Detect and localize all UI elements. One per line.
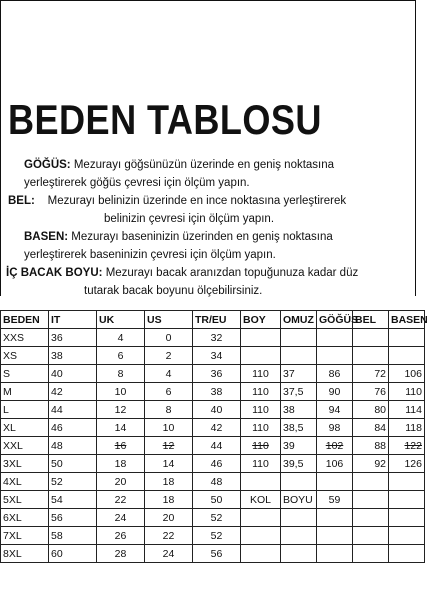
- table-cell: 22: [145, 527, 193, 545]
- instruction-label: GÖĞÜS:: [24, 159, 71, 171]
- table-cell: 126: [389, 455, 425, 473]
- table-cell: 110: [241, 455, 281, 473]
- table-cell: [317, 527, 353, 545]
- table-cell: 94: [317, 401, 353, 419]
- table-cell: 4: [97, 329, 145, 347]
- table-cell: [317, 473, 353, 491]
- table-cell: 24: [145, 545, 193, 563]
- table-cell: 12: [97, 401, 145, 419]
- table-cell: 10: [145, 419, 193, 437]
- table-cell: 106: [317, 455, 353, 473]
- instruction-text: Mezurayı baseninizin üzerinden en geniş noktasına: [71, 231, 333, 243]
- table-cell: [389, 473, 425, 491]
- table-cell: 52: [49, 473, 97, 491]
- table-cell: 98: [317, 419, 353, 437]
- instruction-ic-bacak: [0, 264, 420, 300]
- instruction-gogus: [0, 156, 420, 192]
- table-cell: 110: [241, 401, 281, 419]
- table-cell: 58: [49, 527, 97, 545]
- table-cell: 6: [145, 383, 193, 401]
- table-cell: [389, 491, 425, 509]
- col-header-gogus: GÖĞÜS: [317, 311, 353, 329]
- table-cell: 114: [389, 401, 425, 419]
- table-cell: 3XL: [1, 455, 49, 473]
- table-cell: 16: [97, 437, 145, 455]
- table-cell: KOL: [241, 491, 281, 509]
- table-cell: 20: [145, 509, 193, 527]
- table-cell: 26: [97, 527, 145, 545]
- size-table: [0, 310, 428, 563]
- table-cell: [281, 509, 317, 527]
- table-cell: 46: [49, 419, 97, 437]
- table-row: [1, 437, 425, 455]
- table-cell: 88: [353, 437, 389, 455]
- table-cell: [389, 545, 425, 563]
- table-cell: [317, 347, 353, 365]
- col-header-basen: BASEN: [389, 311, 425, 329]
- table-cell: [241, 329, 281, 347]
- table-cell: 54: [49, 491, 97, 509]
- table-cell: 38: [193, 383, 241, 401]
- table-cell: 92: [353, 455, 389, 473]
- table-cell: 36: [49, 329, 97, 347]
- table-cell: [241, 473, 281, 491]
- table-cell: 4: [145, 365, 193, 383]
- table-cell: 4XL: [1, 473, 49, 491]
- table-row: [1, 419, 425, 437]
- table-cell: 34: [193, 347, 241, 365]
- table-cell: 14: [145, 455, 193, 473]
- table-cell: 6XL: [1, 509, 49, 527]
- table-cell: 90: [317, 383, 353, 401]
- table-cell: [317, 545, 353, 563]
- table-cell: [353, 491, 389, 509]
- table-cell: [353, 545, 389, 563]
- table-cell: 8: [145, 401, 193, 419]
- instruction-text: yerleştirerek baseninizin çevresi için ölçüm yapın.: [24, 249, 276, 261]
- instruction-label: BEL:: [8, 195, 35, 207]
- table-cell: 110: [241, 365, 281, 383]
- table-cell: L: [1, 401, 49, 419]
- table-cell: [389, 527, 425, 545]
- instruction-text: Mezurayı belinizin üzerinde en ince noktasına yerleştirerek: [47, 195, 347, 207]
- table-cell: 110: [241, 437, 281, 455]
- table-cell: XXS: [1, 329, 49, 347]
- table-cell: 48: [49, 437, 97, 455]
- table-cell: 14: [97, 419, 145, 437]
- col-header-it: IT: [49, 311, 97, 329]
- table-cell: 44: [49, 401, 97, 419]
- table-cell: [353, 347, 389, 365]
- table-cell: 122: [389, 437, 425, 455]
- col-header-omuz: OMUZ: [281, 311, 317, 329]
- table-cell: 50: [49, 455, 97, 473]
- table-cell: 80: [353, 401, 389, 419]
- table-cell: 5XL: [1, 491, 49, 509]
- table-cell: 39: [281, 437, 317, 455]
- table-cell: 106: [389, 365, 425, 383]
- table-cell: [241, 527, 281, 545]
- table-cell: 7XL: [1, 527, 49, 545]
- table-cell: [389, 509, 425, 527]
- table-cell: XS: [1, 347, 49, 365]
- table-cell: 39,5: [281, 455, 317, 473]
- table-cell: 24: [97, 509, 145, 527]
- table-cell: [317, 329, 353, 347]
- table-cell: M: [1, 383, 49, 401]
- table-cell: 84: [353, 419, 389, 437]
- instruction-text: tutarak bacak boyunu ölçebilirsiniz.: [84, 285, 263, 297]
- table-row: [1, 509, 425, 527]
- table-cell: [353, 527, 389, 545]
- table-cell: [281, 545, 317, 563]
- table-cell: 102: [317, 437, 353, 455]
- instruction-bel: [0, 192, 420, 228]
- table-row: [1, 329, 425, 347]
- table-cell: 38,5: [281, 419, 317, 437]
- measurement-instructions: [0, 156, 420, 300]
- table-cell: 52: [193, 509, 241, 527]
- table-cell: 38: [49, 347, 97, 365]
- instruction-text: Mezurayı bacak aranızdan topuğunuza kadar düz: [105, 267, 359, 279]
- table-row: [1, 491, 425, 509]
- table-cell: 40: [49, 365, 97, 383]
- table-cell: S: [1, 365, 49, 383]
- table-cell: 72: [353, 365, 389, 383]
- table-cell: [281, 527, 317, 545]
- table-cell: 59: [317, 491, 353, 509]
- table-row: [1, 473, 425, 491]
- table-cell: 18: [145, 491, 193, 509]
- instruction-text: yerleştirerek göğüs çevresi için ölçüm yapın.: [24, 177, 250, 189]
- col-header-boy: BOY: [241, 311, 281, 329]
- table-cell: 22: [97, 491, 145, 509]
- table-cell: 60: [49, 545, 97, 563]
- table-cell: 50: [193, 491, 241, 509]
- table-cell: 42: [49, 383, 97, 401]
- col-header-uk: UK: [97, 311, 145, 329]
- table-cell: 12: [145, 437, 193, 455]
- table-cell: 18: [97, 455, 145, 473]
- table-cell: 18: [145, 473, 193, 491]
- table-cell: [389, 329, 425, 347]
- table-cell: [353, 509, 389, 527]
- table-cell: 8XL: [1, 545, 49, 563]
- table-cell: 52: [193, 527, 241, 545]
- table-cell: [281, 347, 317, 365]
- table-cell: 44: [193, 437, 241, 455]
- table-row: [1, 383, 425, 401]
- col-header-us: US: [145, 311, 193, 329]
- table-cell: 86: [317, 365, 353, 383]
- table-cell: 76: [353, 383, 389, 401]
- table-cell: [281, 473, 317, 491]
- table-cell: 32: [193, 329, 241, 347]
- table-cell: [389, 347, 425, 365]
- table-cell: XL: [1, 419, 49, 437]
- table-cell: [353, 473, 389, 491]
- instruction-text: Mezurayı göğsünüzün üzerinde en geniş noktasına: [73, 159, 335, 171]
- table-row: [1, 455, 425, 473]
- col-header-tr-eu: TR/EU: [193, 311, 241, 329]
- table-row: [1, 545, 425, 563]
- table-cell: 6: [97, 347, 145, 365]
- table-cell: 56: [49, 509, 97, 527]
- page-title: BEDEN TABLOSU: [8, 96, 322, 143]
- table-cell: 8: [97, 365, 145, 383]
- instruction-basen: [0, 228, 420, 264]
- instruction-text: belinizin çevresi için ölçüm yapın.: [104, 213, 275, 225]
- table-cell: XXL: [1, 437, 49, 455]
- table-cell: [241, 545, 281, 563]
- table-cell: [241, 347, 281, 365]
- table-cell: 0: [145, 329, 193, 347]
- table-cell: 38: [281, 401, 317, 419]
- table-cell: 10: [97, 383, 145, 401]
- table-cell: [317, 509, 353, 527]
- table-row: [1, 527, 425, 545]
- col-header-bel: BEL: [353, 311, 389, 329]
- table-cell: 36: [193, 365, 241, 383]
- instruction-label: BASEN:: [24, 231, 69, 243]
- table-cell: 48: [193, 473, 241, 491]
- table-cell: 118: [389, 419, 425, 437]
- table-cell: 110: [241, 383, 281, 401]
- table-cell: [353, 329, 389, 347]
- table-cell: BOYU: [281, 491, 317, 509]
- table-cell: [281, 329, 317, 347]
- table-row: [1, 365, 425, 383]
- instruction-label: İÇ BACAK BOYU:: [6, 267, 103, 279]
- table-cell: 110: [389, 383, 425, 401]
- table-cell: 42: [193, 419, 241, 437]
- table-cell: 20: [97, 473, 145, 491]
- table-header-row: [1, 311, 425, 329]
- table-cell: 110: [241, 419, 281, 437]
- table-row: [1, 347, 425, 365]
- table-cell: 37,5: [281, 383, 317, 401]
- col-header-beden: BEDEN: [1, 311, 49, 329]
- table-cell: 56: [193, 545, 241, 563]
- table-cell: 28: [97, 545, 145, 563]
- table-cell: [241, 509, 281, 527]
- table-row: [1, 401, 425, 419]
- table-cell: 40: [193, 401, 241, 419]
- table-cell: 37: [281, 365, 317, 383]
- table-cell: 46: [193, 455, 241, 473]
- table-cell: 2: [145, 347, 193, 365]
